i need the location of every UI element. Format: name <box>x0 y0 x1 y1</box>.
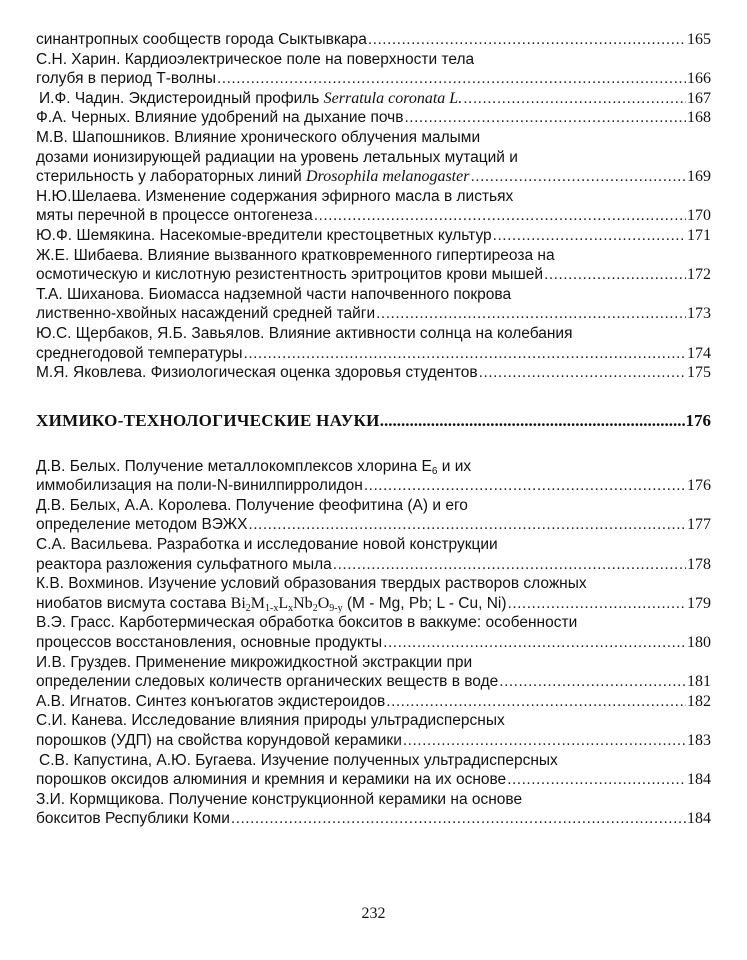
entry-text: среднегодовой температуры <box>36 344 243 362</box>
toc-entry-line <box>36 324 711 344</box>
entry-page-number: 184 <box>687 771 711 789</box>
entry-page-number: 184 <box>687 810 711 828</box>
dot-leader <box>333 555 686 575</box>
entry-text: голубя в период Т-волны <box>36 70 216 88</box>
dot-leader <box>231 809 686 829</box>
entry-text: ниобатов висмута состава $Bi_2M_{1-x}L_xNb_2O_{9-y}$ (M - Mg, Pb; L - Cu, Ni) <box>36 594 507 614</box>
dot-leader <box>544 265 686 285</box>
toc-entry <box>36 535 711 574</box>
entry-text: бокситов Республики Коми <box>36 810 230 828</box>
dot-leader <box>376 304 686 324</box>
entry-page-number: 174 <box>687 344 711 362</box>
entry-text: С.И. Канева. Исследование влияния природы ультрадисперсных <box>36 712 505 730</box>
entry-text: реактора разложения сульфатного мыла <box>36 555 332 573</box>
toc-entry-line <box>36 206 711 226</box>
entry-text: Д.В. Белых, А.А. Королева. Получение феофитина (А) и его <box>36 496 468 514</box>
entry-text: С.В. Капустина, А.Ю. Бугаева. Изучение полученных ультрадисперсных <box>39 751 558 769</box>
entry-text: В.Э. Грасс. Карботермическая обработка бокситов в ваккуме: особенности <box>36 614 578 632</box>
entry-text: Ж.Е. Шибаева. Влияние вызванного кратковременного гипертиреоза на <box>36 246 555 264</box>
toc-entry-line <box>36 148 711 168</box>
dot-leader <box>217 69 686 89</box>
entry-text: З.И. Кормщикова. Получение конструкционной керамики на основе <box>36 790 523 808</box>
entry-page-number: 167 <box>687 89 711 107</box>
entry-text: И.Ф. Чадин. Экдистероидный профиль Serratula coronata L. <box>39 89 463 107</box>
dot-leader <box>479 363 686 383</box>
toc-entry-line <box>36 633 711 653</box>
dot-leader <box>386 692 686 712</box>
toc-entry-line <box>36 476 711 496</box>
entry-text: синантропных сообществ города Сыктывкара <box>36 31 367 48</box>
toc-entry <box>36 574 711 613</box>
entry-page-number: 171 <box>687 226 711 244</box>
toc-entry-line <box>36 69 711 89</box>
dot-leader <box>404 108 686 128</box>
dot-leader <box>244 344 686 364</box>
entry-page-number: 169 <box>687 168 711 186</box>
dot-leader <box>470 167 686 187</box>
entry-text: И.В. Груздев. Применение микрожидкостной экстракции при <box>36 653 473 671</box>
dot-leader <box>493 226 686 246</box>
entry-text: порошков оксидов алюминия и кремния и керамики на их основе <box>36 771 507 789</box>
dot-leader <box>383 633 686 653</box>
toc-entry-line <box>36 613 711 633</box>
toc-entries-top <box>36 30 711 383</box>
chemical-formula: $Bi_2M_{1-x}L_xNb_2O_{9-y}$ <box>230 594 343 614</box>
latin-name: Drosophila melanogaster <box>306 168 470 186</box>
toc-entry <box>36 653 711 692</box>
toc-entry-line <box>36 226 711 246</box>
toc-entry-line <box>36 108 711 128</box>
toc-entry <box>36 751 711 790</box>
entry-text: Д.В. Белых. Получение металлокомплексов хлорина $E_6$ и их <box>36 457 472 477</box>
toc-entry <box>36 128 711 187</box>
toc-entry-line <box>36 731 711 751</box>
entry-page-number: 176 <box>687 477 711 495</box>
toc-entry <box>36 246 711 285</box>
entry-page-number: 181 <box>687 673 711 691</box>
section-title: ХИМИКО-ТЕХНОЛОГИЧЕСКИЕ НАУКИ <box>36 410 380 430</box>
entry-text: стерильность у лабораторных линий Drosophila melanogaster <box>36 168 470 186</box>
toc-entry <box>36 285 711 324</box>
toc-entry <box>36 324 711 363</box>
entry-text: иммобилизация на поли-N-винилпирролидон <box>36 477 363 495</box>
entry-page-number: 183 <box>687 732 711 749</box>
toc-entry <box>36 89 711 109</box>
toc-entry <box>36 457 711 496</box>
toc-entry-line <box>36 672 711 692</box>
entry-text: процессов восстановления, основные продукты <box>36 634 383 652</box>
dot-leader <box>463 89 686 109</box>
entry-page-number: 172 <box>687 266 711 284</box>
toc-entry-line <box>36 496 711 516</box>
entry-page-number: 179 <box>687 594 711 612</box>
toc-entry-line <box>36 692 711 712</box>
toc-page <box>36 30 711 829</box>
dot-leader <box>368 30 686 50</box>
entry-text: определение методом ВЭЖХ <box>36 516 248 534</box>
toc-entry-line <box>36 344 711 364</box>
toc-entry <box>36 711 711 750</box>
toc-entry-line <box>36 167 711 187</box>
entry-page-number: 175 <box>687 364 711 382</box>
entry-text: определении следовых количеств органических веществ в воде <box>36 673 499 691</box>
entry-page-number: 165 <box>687 31 711 48</box>
entry-page-number: 182 <box>687 692 711 710</box>
toc-entry-line <box>36 187 711 207</box>
toc-entry-line <box>36 574 711 594</box>
toc-entry-line <box>36 246 711 266</box>
entry-text: К.В. Вохминов. Изучение условий образования твердых растворов сложных <box>36 575 587 593</box>
toc-entry-line <box>36 555 711 575</box>
toc-entry-line <box>36 89 711 109</box>
entry-page-number: 166 <box>687 70 711 88</box>
entry-text: М.В. Шапошников. Влияние хронического облучения малыми <box>36 128 481 146</box>
toc-entry-line <box>36 535 711 555</box>
toc-entry <box>36 692 711 712</box>
toc-entry-line <box>36 751 711 771</box>
toc-entry-line <box>36 770 711 790</box>
latin-name: Serratula coronata L. <box>323 89 463 107</box>
entry-text: дозами ионизирующей радиации на уровень летальных мутаций и <box>36 148 518 166</box>
toc-entry-line <box>36 304 711 324</box>
entry-text: Т.А. Шиханова. Биомасса надземной части напочвенного покрова <box>36 285 512 303</box>
toc-entry <box>36 226 711 246</box>
toc-entry <box>36 30 711 50</box>
toc-entry-line <box>36 50 711 70</box>
toc-entry-line <box>36 457 711 477</box>
dot-leader <box>248 515 686 535</box>
page-number: 232 <box>361 905 386 922</box>
dot-leader <box>499 672 686 692</box>
entry-text: лиственно-хвойных насаждений средней тайги <box>36 305 376 323</box>
entry-text: порошков (УДП) на свойства корундовой керамики <box>36 732 402 749</box>
toc-entry-line <box>36 30 711 50</box>
dot-leader <box>507 770 686 790</box>
entry-text: Ф.А. Черных. Влияние удобрений на дыхание почв <box>36 109 404 127</box>
entry-text: С.А. Васильева. Разработка и исследование новой конструкции <box>36 536 498 554</box>
entry-page-number: 173 <box>687 305 711 323</box>
toc-entry <box>36 613 711 652</box>
entry-text: С.Н. Харин. Кардиоэлектрическое поле на поверхности тела <box>36 50 475 68</box>
section-heading <box>36 410 711 432</box>
toc-entry-line <box>36 285 711 305</box>
dot-leader <box>364 476 686 496</box>
entry-page-number: 177 <box>687 516 711 534</box>
toc-entry <box>36 790 711 829</box>
dot-leader <box>314 206 686 226</box>
toc-entry-line <box>36 790 711 810</box>
entry-page-number: 180 <box>687 634 711 652</box>
toc-entry <box>36 496 711 535</box>
entry-text: Ю.Ф. Шемякина. Насекомые-вредители крестоцветных культур <box>36 226 492 244</box>
entry-page-number: 178 <box>687 555 711 573</box>
entry-text: А.В. Игнатов. Синтез конъюгатов экдистероидов <box>36 692 386 710</box>
entry-text: мяты перечной в процессе онтогенеза <box>36 207 313 225</box>
toc-entry-line <box>36 363 711 383</box>
toc-entry-line <box>36 265 711 285</box>
toc-entries-bottom <box>36 457 711 829</box>
dot-leader <box>508 594 686 614</box>
toc-entry-line <box>36 594 711 614</box>
toc-entry <box>36 187 711 226</box>
toc-entry <box>36 108 711 128</box>
toc-entry-line <box>36 128 711 148</box>
entry-page-number: 168 <box>687 109 711 127</box>
entry-text: Ю.С. Щербаков, Я.Б. Завьялов. Влияние активности солнца на колебания <box>36 324 573 342</box>
subscript: 6 <box>431 465 438 477</box>
entry-page-number: 170 <box>687 207 711 225</box>
section-page: 176 <box>685 410 711 430</box>
entry-text: М.Я. Яковлева. Физиологическая оценка здоровья студентов <box>36 364 478 382</box>
toc-entry-line <box>36 711 711 731</box>
toc-entry-line <box>36 653 711 673</box>
entry-text: осмотическую и кислотную резистентность эритроцитов крови мышей <box>36 266 544 284</box>
dot-leader <box>380 410 686 432</box>
entry-text: Н.Ю.Шелаева. Изменение содержания эфирного масла в листьях <box>36 187 514 205</box>
toc-entry <box>36 363 711 383</box>
dot-leader <box>403 731 686 751</box>
toc-entry <box>36 50 711 89</box>
toc-entry-line <box>36 515 711 535</box>
toc-entry-line <box>36 809 711 829</box>
